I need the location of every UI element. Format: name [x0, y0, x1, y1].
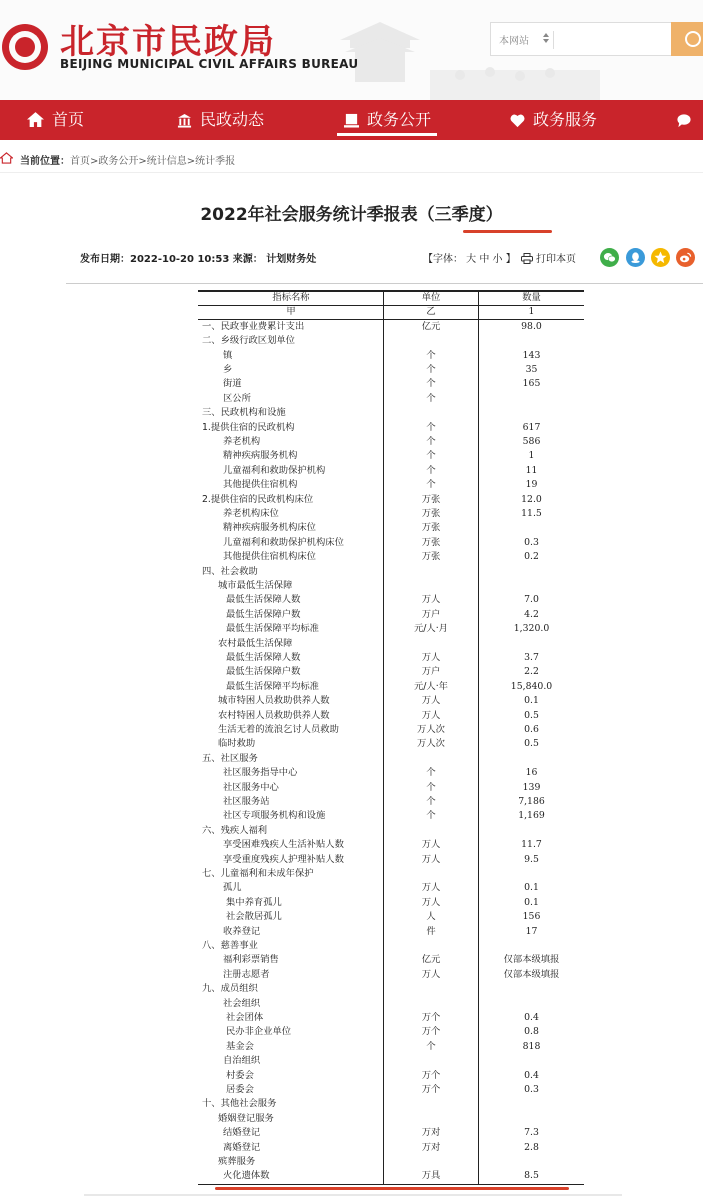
indicator-unit: 万对	[421, 1141, 441, 1153]
indicator-value: 16	[525, 767, 538, 779]
indicator-unit: 个	[426, 364, 436, 375]
indicator-name: 注册志愿者	[223, 968, 270, 980]
table-row	[198, 521, 584, 535]
indicator-unit: 万人次	[417, 738, 445, 750]
indicator-value: 586	[522, 436, 541, 447]
header-quantity: 数量	[522, 292, 541, 303]
indicator-name: 二、乡级行政区划单位	[202, 335, 295, 347]
indicator-value: 617	[522, 421, 541, 433]
indicator-unit: 个	[426, 421, 436, 433]
table-row	[198, 507, 584, 521]
indicator-value: 9.5	[524, 853, 539, 865]
indicator-name: 农村特困人员救助供养人数	[218, 709, 330, 721]
indicator-value: 0.6	[524, 724, 539, 735]
indicator-name: 养老机构	[223, 436, 261, 447]
indicator-name: 六、残疾人福利	[202, 824, 268, 836]
indicator-unit: 个	[426, 392, 436, 404]
table-row	[198, 334, 584, 348]
indicator-value: 仅部本级填报	[503, 954, 560, 966]
table-row	[198, 795, 584, 809]
indicator-value: 0.1	[524, 695, 539, 707]
home-icon	[27, 111, 44, 128]
table-row	[198, 953, 584, 967]
nav-item-label: 政务公开	[367, 110, 432, 129]
indicator-name: 收养登记	[223, 925, 261, 937]
indicator-name: 乡	[223, 364, 233, 375]
share-weibo-button[interactable]	[676, 248, 695, 267]
indicator-name: 八、慈善事业	[202, 940, 258, 951]
table-row	[198, 1141, 584, 1155]
table-row	[198, 550, 584, 564]
indicator-value: 0.1	[524, 882, 539, 894]
search-box	[490, 22, 672, 56]
indicator-value: 7.3	[524, 1127, 539, 1139]
indicator-value: 11.5	[521, 508, 542, 519]
document-icon	[344, 113, 359, 128]
table-row	[198, 1097, 584, 1111]
chat-icon	[676, 113, 692, 128]
table-row	[198, 665, 584, 679]
table-header-row	[198, 291, 584, 305]
indicator-name: 社区服务中心	[223, 781, 279, 793]
indicator-unit: 万个	[421, 1012, 441, 1023]
indicator-value: 2.2	[524, 666, 539, 678]
indicator-unit: 个	[426, 450, 436, 462]
indicator-name: 社会组织	[223, 997, 261, 1009]
indicator-name: 镇	[223, 349, 233, 361]
table-column-line	[383, 291, 384, 1184]
table-row	[198, 1025, 584, 1039]
indicator-name: 村委会	[226, 1069, 254, 1081]
indicator-value: 11.7	[521, 839, 542, 851]
breadcrumb-label: 当前位置：	[20, 156, 70, 167]
indicator-value: 19	[525, 479, 538, 491]
subheader-quantity: 1	[528, 306, 535, 318]
indicator-name: 福利彩票销售	[223, 954, 279, 966]
table-row	[198, 939, 584, 953]
table-row	[198, 392, 584, 406]
table-rule	[198, 319, 584, 320]
header-unit: 单位	[421, 292, 441, 303]
indicator-value: 1,320.0	[513, 623, 550, 635]
indicator-value: 143	[522, 349, 541, 361]
table-row	[198, 421, 584, 435]
subheader-indicator: 甲	[286, 306, 296, 318]
indicator-name: 孤儿	[223, 882, 242, 894]
share-qzone-button[interactable]	[651, 248, 670, 267]
indicator-name: 其他提供住宿机构	[223, 479, 298, 491]
indicator-value: 0.4	[524, 1012, 539, 1023]
indicator-name: 街道	[223, 378, 242, 390]
table-row	[198, 1126, 584, 1140]
meta-divider	[66, 283, 703, 284]
indicator-unit: 亿元	[421, 320, 441, 332]
table-row	[198, 579, 584, 593]
indicator-name: 婚姻登记服务	[218, 1112, 274, 1124]
page-title: 2022年社会服务统计季报表（三季度）	[200, 205, 503, 225]
table-row	[198, 363, 584, 377]
indicator-unit: 万张	[421, 493, 441, 505]
indicator-name: 城市特困人员救助供养人数	[218, 695, 330, 707]
indicator-name: 1.提供住宿的民政机构	[202, 421, 295, 433]
table-row	[198, 406, 584, 420]
nav-item-news[interactable]	[177, 100, 264, 140]
table-row	[198, 881, 584, 895]
indicator-value: 17	[525, 925, 538, 937]
qq-icon	[629, 251, 642, 264]
search-divider	[553, 31, 554, 49]
indicator-unit: 万具	[421, 1170, 441, 1182]
table-row	[198, 622, 584, 636]
subheader-unit: 乙	[426, 306, 436, 318]
table-row	[198, 435, 584, 449]
table-row	[198, 593, 584, 607]
indicator-value: 818	[522, 1040, 541, 1052]
table-row	[198, 493, 584, 507]
indicator-value: 0.5	[524, 709, 539, 721]
indicator-value: 1,169	[518, 810, 545, 822]
indicator-unit: 万人	[421, 594, 441, 606]
indicator-name: 农村最低生活保障	[218, 637, 293, 649]
search-button[interactable]	[671, 22, 703, 56]
site-name-en: BEIJING MUNICIPAL CIVIL AFFAIRS BUREAU	[60, 57, 359, 71]
table-column-line	[478, 291, 479, 1184]
indicator-name: 殡葬服务	[218, 1156, 256, 1167]
indicator-name: 2.提供住宿的民政机构床位	[202, 493, 314, 505]
indicator-name: 民办非企业单位	[226, 1026, 292, 1038]
table-row	[198, 1040, 584, 1054]
indicator-unit: 万张	[421, 551, 441, 563]
indicator-unit: 个	[426, 767, 436, 779]
indicator-name: 十、其他社会服务	[202, 1098, 277, 1110]
table-row	[198, 824, 584, 838]
indicator-name: 基金会	[226, 1040, 254, 1052]
site-name-cn: 北京市民政局	[60, 22, 276, 62]
table-row	[198, 377, 584, 391]
indicator-name: 居委会	[226, 1084, 254, 1095]
header-indicator: 指标名称	[272, 292, 310, 303]
indicator-value: 0.1	[524, 896, 539, 908]
indicator-name: 九、成员组织	[202, 983, 258, 995]
indicator-value: 15,840.0	[510, 680, 553, 692]
table-row	[198, 464, 584, 478]
indicator-unit: 万对	[421, 1127, 441, 1139]
indicator-name: 社会团体	[226, 1012, 264, 1023]
indicator-unit: 万个	[421, 1026, 441, 1038]
indicator-unit: 个	[426, 378, 436, 390]
nav-item-label: 政务服务	[533, 110, 598, 129]
indicator-value: 165	[522, 378, 541, 390]
indicator-name: 最低生活保障户数	[226, 666, 301, 678]
publish-meta: 发布日期：2022-10-20 10:53 来源： 计划财务处	[80, 254, 317, 265]
indicator-unit: 万人	[421, 695, 441, 707]
indicator-name: 火化遗体数	[223, 1170, 270, 1182]
indicator-unit: 件	[426, 925, 436, 937]
indicator-value: 0.3	[524, 536, 539, 548]
table-row	[198, 680, 584, 694]
table-row	[198, 896, 584, 910]
indicator-name: 享受重度残疾人护理补贴人数	[223, 853, 344, 865]
table-row	[198, 997, 584, 1011]
indicator-name: 精神疾病服务机构	[223, 450, 298, 462]
indicator-name: 自治组织	[223, 1055, 261, 1067]
table-rule	[198, 290, 584, 292]
indicator-name: 七、儿童福利和未成年保护	[202, 868, 314, 879]
nav-item-label: 首页	[52, 110, 85, 129]
table-rule	[198, 305, 584, 306]
printer-icon	[521, 253, 533, 264]
indicator-name: 儿童福利和救助保护机构	[223, 464, 326, 476]
indicator-unit: 个	[426, 436, 436, 447]
indicator-name: 社区服务指导中心	[223, 767, 298, 779]
indicator-value: 12.0	[521, 493, 542, 505]
indicator-name: 五、社区服务	[202, 752, 258, 764]
table-row	[198, 737, 584, 751]
indicator-name: 最低生活保障平均标准	[226, 680, 319, 692]
up-down-caret-icon	[543, 33, 549, 43]
qzone-icon	[654, 251, 667, 264]
indicator-value: 139	[522, 781, 541, 793]
nav-item-services[interactable]	[510, 100, 597, 140]
indicator-unit: 万个	[421, 1069, 441, 1081]
table-row	[198, 694, 584, 708]
table-row	[198, 608, 584, 622]
table-row	[198, 910, 584, 924]
indicator-name: 三、民政机构和设施	[202, 407, 286, 419]
table-row	[198, 838, 584, 852]
bureau-logo[interactable]	[2, 24, 48, 70]
indicator-value: 0.8	[524, 1026, 539, 1038]
table-row	[198, 478, 584, 492]
indicator-name: 临时救助	[218, 738, 256, 750]
indicator-value: 11	[525, 464, 538, 476]
table-row	[198, 1112, 584, 1126]
table-row	[198, 536, 584, 550]
table-row	[198, 449, 584, 463]
indicator-name: 其他提供住宿机构床位	[223, 551, 316, 563]
indicator-unit: 万张	[421, 508, 441, 519]
indicator-name: 结婚登记	[223, 1127, 261, 1139]
table-row	[198, 1169, 584, 1183]
table-row	[198, 709, 584, 723]
indicator-value: 4.2	[524, 608, 539, 620]
table-row	[198, 349, 584, 363]
indicator-value: 0.3	[524, 1084, 539, 1095]
search-icon	[685, 31, 701, 47]
indicator-unit: 个	[426, 349, 436, 361]
nav-item-more[interactable]	[676, 100, 700, 140]
indicator-unit: 个	[426, 464, 436, 476]
home-icon	[0, 152, 13, 164]
table-row	[198, 925, 584, 939]
indicator-unit: 个	[426, 781, 436, 793]
indicator-unit: 个	[426, 479, 436, 491]
table-row	[198, 982, 584, 996]
indicator-name: 享受困难残疾人生活补贴人数	[223, 839, 344, 851]
indicator-unit: 万人	[421, 652, 441, 663]
nav-item-label: 民政动态	[200, 110, 265, 129]
table-row	[198, 565, 584, 579]
share-wechat-button[interactable]	[600, 248, 619, 267]
indicator-unit: 元/人·月	[414, 623, 448, 635]
indicator-name: 最低生活保障平均标准	[226, 623, 319, 635]
table-row	[198, 766, 584, 780]
indicator-name: 儿童福利和救助保护机构床位	[223, 536, 344, 548]
print-button[interactable]	[521, 250, 576, 265]
indicator-unit: 万户	[421, 608, 441, 620]
indicator-unit: 个	[426, 796, 436, 807]
divider	[0, 172, 703, 173]
indicator-unit: 元/人·年	[414, 680, 448, 692]
indicator-unit: 万人	[421, 839, 441, 851]
indicator-name: 最低生活保障人数	[226, 594, 301, 606]
table-row	[198, 781, 584, 795]
nav-active-indicator	[337, 133, 437, 136]
table-row	[198, 320, 584, 334]
table-row	[198, 651, 584, 665]
indicator-unit: 万张	[421, 536, 441, 548]
indicator-name: 最低生活保障人数	[226, 652, 301, 663]
print-label: 打印本页	[536, 254, 576, 265]
indicator-name: 一、民政事业费累计支出	[202, 320, 305, 332]
indicator-name: 养老机构床位	[223, 508, 279, 519]
indicator-value: 156	[522, 911, 541, 923]
indicator-unit: 人	[426, 911, 436, 923]
site-header	[0, 0, 703, 100]
indicator-value: 0.4	[524, 1069, 539, 1081]
indicator-unit: 万人	[421, 968, 441, 980]
search-scope-select[interactable]: 本网站	[499, 36, 529, 47]
indicator-value: 2.8	[524, 1141, 539, 1153]
indicator-unit: 万个	[421, 1084, 441, 1095]
search-input[interactable]	[557, 29, 671, 51]
table-row	[198, 809, 584, 823]
font-size-selector[interactable]: 【字体： 大 中 小 】	[423, 254, 516, 265]
bottom-divider	[84, 1194, 622, 1196]
title-accent-underline	[463, 230, 552, 233]
bottom-accent-line	[215, 1187, 569, 1190]
table-row	[198, 1083, 584, 1097]
indicator-value: 8.5	[524, 1170, 539, 1182]
indicator-unit: 亿元	[421, 954, 441, 966]
table-row	[198, 1054, 584, 1068]
table-row	[198, 867, 584, 881]
indicator-value: 7.0	[524, 594, 539, 606]
indicator-value: 1	[528, 450, 535, 462]
building-icon	[177, 113, 192, 128]
share-qq-button[interactable]	[626, 248, 645, 267]
indicator-unit: 万张	[421, 522, 441, 534]
table-rule	[198, 1184, 584, 1186]
indicator-unit: 万人	[421, 709, 441, 721]
indicator-name: 精神疾病服务机构床位	[223, 522, 316, 534]
indicator-unit: 万人	[421, 882, 441, 894]
indicator-unit: 个	[426, 810, 436, 822]
table-subheader-row	[198, 305, 584, 319]
table-row	[198, 1011, 584, 1025]
nav-item-home[interactable]	[27, 100, 84, 140]
table-row	[198, 1069, 584, 1083]
indicator-value: 3.7	[524, 652, 539, 663]
table-row	[198, 637, 584, 651]
weibo-icon	[679, 251, 692, 264]
table-row	[198, 853, 584, 867]
indicator-name: 最低生活保障户数	[226, 608, 301, 620]
table-row	[198, 1155, 584, 1169]
indicator-unit: 个	[426, 1040, 436, 1052]
table-row	[198, 723, 584, 737]
table-row	[198, 752, 584, 766]
indicator-name: 区公所	[223, 392, 251, 404]
indicator-name: 社区服务站	[223, 796, 270, 807]
indicator-name: 社区专项服务机构和设施	[223, 810, 326, 822]
indicator-name: 社会散居孤儿	[226, 911, 282, 923]
indicator-unit: 万人次	[417, 724, 445, 735]
indicator-name: 生活无着的流浪乞讨人员救助	[218, 724, 339, 735]
indicator-unit: 万户	[421, 666, 441, 678]
indicator-name: 离婚登记	[223, 1141, 261, 1153]
indicator-value: 98.0	[521, 320, 542, 332]
indicator-unit: 万人	[421, 853, 441, 865]
indicator-unit: 万人	[421, 896, 441, 908]
indicator-name: 城市最低生活保障	[218, 580, 293, 591]
wechat-icon	[603, 251, 616, 264]
indicator-value: 0.5	[524, 738, 539, 750]
indicator-name: 四、社会救助	[202, 565, 258, 577]
indicator-value: 仅部本级填报	[503, 968, 560, 980]
indicator-name: 集中养育孤儿	[226, 896, 282, 908]
heart-icon	[510, 113, 525, 128]
breadcrumb-path[interactable]: 首页>政务公开>统计信息>统计季报	[70, 156, 236, 167]
indicator-value: 0.2	[524, 551, 539, 563]
table-row	[198, 968, 584, 982]
indicator-value: 7,186	[518, 796, 545, 807]
indicator-value: 35	[525, 364, 538, 375]
